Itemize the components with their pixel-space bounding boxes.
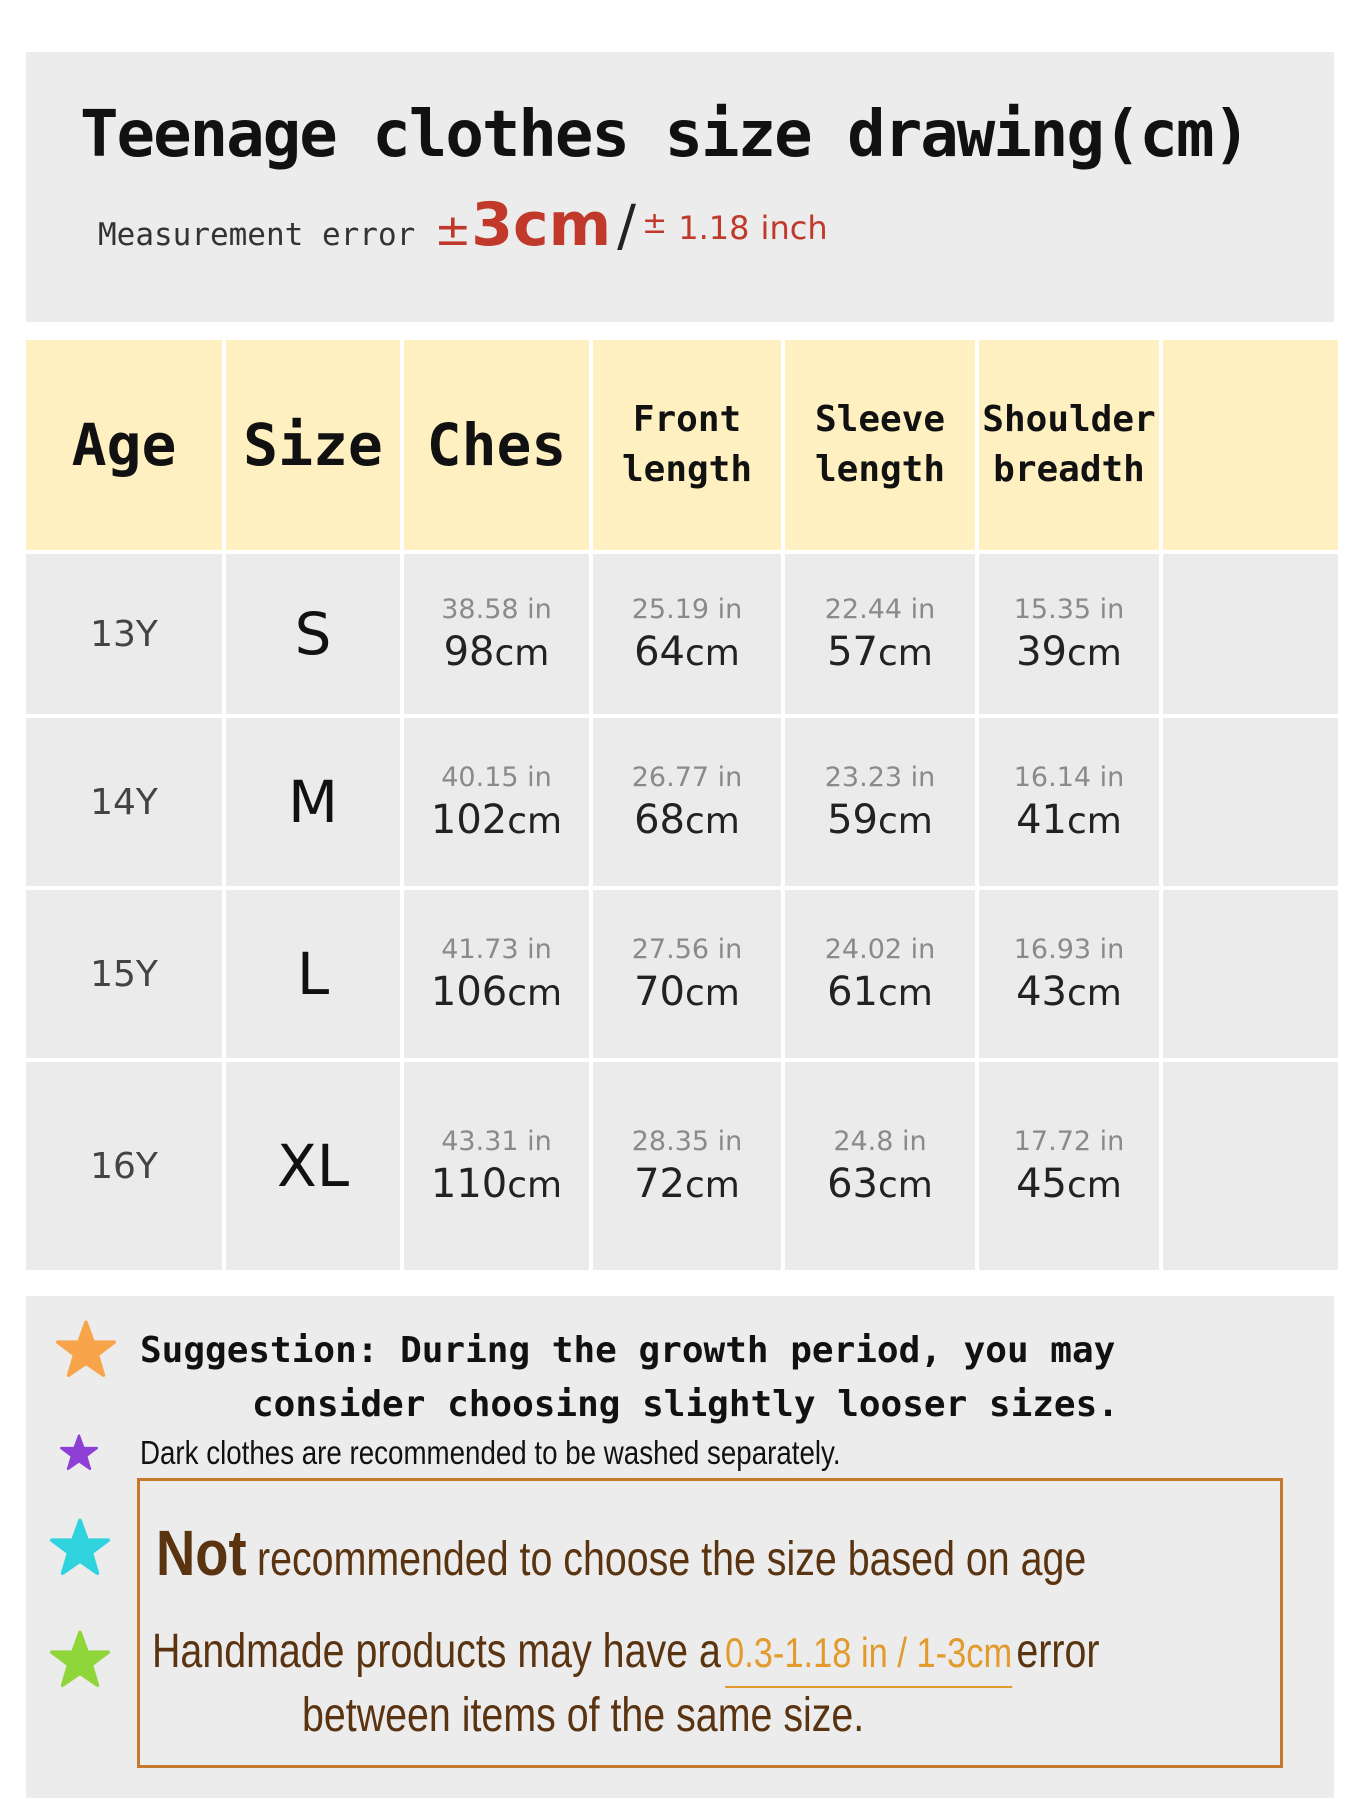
cell-age: 16Y xyxy=(26,1062,222,1270)
cm-number: 110 xyxy=(430,1160,508,1207)
col-header-front-line1: Front xyxy=(632,398,742,440)
measurement-error-line xyxy=(98,190,828,260)
cm-number: 45 xyxy=(1016,1160,1068,1207)
col-header-sleeve-length xyxy=(785,340,975,550)
star-icon xyxy=(60,1434,98,1472)
cm-unit: cm xyxy=(1067,800,1122,842)
measurement-error-label: Measurement error xyxy=(98,217,416,253)
cell-inch-value: 28.35 in xyxy=(631,1125,743,1157)
star-icon xyxy=(50,1518,110,1578)
cell-inch-value: 40.15 in xyxy=(441,761,552,793)
cell-cm-value xyxy=(593,629,781,675)
cell-empty xyxy=(1163,718,1338,886)
cell-sleeve-length xyxy=(785,554,975,714)
cm-unit: cm xyxy=(507,972,563,1014)
cell-inch-value: 25.19 in xyxy=(631,593,743,625)
cell-size: M xyxy=(226,718,400,886)
cell-age: 13Y xyxy=(26,554,222,714)
cm-number: 102 xyxy=(430,796,508,843)
cell-chest xyxy=(404,718,589,886)
cell-cm-value xyxy=(785,629,975,675)
cell-front-length xyxy=(593,554,781,714)
cm-number: 57 xyxy=(827,628,879,675)
cell-front-length xyxy=(593,890,781,1058)
cell-cm-value xyxy=(785,797,975,843)
cm-unit: cm xyxy=(507,1164,563,1206)
cell-chest xyxy=(404,554,589,714)
cell-inch-value: 24.8 in xyxy=(833,1125,927,1157)
cell-shoulder-breadth xyxy=(979,554,1159,714)
cm-number: 72 xyxy=(634,1160,686,1207)
cm-unit: cm xyxy=(878,800,933,842)
cell-front-length xyxy=(593,1062,781,1270)
cell-cm-value xyxy=(593,797,781,843)
not-rest: recommended to choose the size based on age xyxy=(256,1533,1086,1586)
cell-chest xyxy=(404,890,589,1058)
cell-cm-value xyxy=(979,629,1159,675)
cell-sleeve-length xyxy=(785,718,975,886)
handmade-prefix: Handmade products may have a xyxy=(152,1625,721,1678)
col-header-front-line2: length xyxy=(621,449,753,490)
cell-inch-value: 24.02 in xyxy=(824,933,936,965)
cell-sleeve-length xyxy=(785,1062,975,1270)
cell-shoulder-breadth xyxy=(979,718,1159,886)
cell-cm-value xyxy=(979,797,1159,843)
suggestion-line1: Suggestion: During the growth period, you may xyxy=(140,1330,1116,1371)
suggestion-line2: consider choosing slightly looser sizes. xyxy=(252,1384,1119,1425)
cell-age: 14Y xyxy=(26,718,222,886)
col-header-size: Size xyxy=(226,340,400,550)
table-row xyxy=(26,1062,1338,1270)
handmade-suffix: error xyxy=(1016,1625,1100,1678)
cm-unit: cm xyxy=(1067,1164,1122,1206)
plus-minus-small: ± xyxy=(641,206,668,241)
col-header-chest: Ches xyxy=(404,340,589,550)
not-word: Not xyxy=(156,1517,247,1589)
cell-shoulder-breadth xyxy=(979,890,1159,1058)
cell-age: 15Y xyxy=(26,890,222,1058)
cell-cm-value xyxy=(404,629,589,675)
plus-minus-symbol: ± xyxy=(434,205,472,256)
cell-inch-value: 16.93 in xyxy=(1013,933,1125,965)
cm-number: 98 xyxy=(443,628,495,675)
col-header-empty xyxy=(1163,340,1338,550)
cm-number: 64 xyxy=(634,628,686,675)
cell-size: S xyxy=(226,554,400,714)
cm-unit: cm xyxy=(685,1164,740,1206)
size-table xyxy=(22,336,1342,1274)
cell-empty xyxy=(1163,554,1338,714)
cell-cm-value xyxy=(593,969,781,1015)
cell-shoulder-breadth xyxy=(979,1062,1159,1270)
table-row xyxy=(26,554,1338,714)
cm-unit: cm xyxy=(507,800,563,842)
cm-unit: cm xyxy=(878,632,933,674)
cell-cm-value xyxy=(404,797,589,843)
cm-number: 39 xyxy=(1016,628,1068,675)
col-header-age: Age xyxy=(26,340,222,550)
cm-unit: cm xyxy=(1067,632,1122,674)
cell-cm-value xyxy=(979,969,1159,1015)
cm-unit: cm xyxy=(685,972,740,1014)
cm-unit: cm xyxy=(685,632,740,674)
cell-size: L xyxy=(226,890,400,1058)
cell-inch-value: 22.44 in xyxy=(824,593,936,625)
cell-inch-value: 27.56 in xyxy=(631,933,743,965)
cm-unit: cm xyxy=(878,972,933,1014)
cell-inch-value: 26.77 in xyxy=(631,761,743,793)
cell-cm-value xyxy=(785,969,975,1015)
cell-cm-value xyxy=(593,1161,781,1207)
dark-clothes-note: Dark clothes are recommended to be washed separately. xyxy=(140,1434,841,1471)
cm-unit: cm xyxy=(685,800,740,842)
cell-size: XL xyxy=(226,1062,400,1270)
error-inch-value: 1.18 xyxy=(678,209,750,247)
col-header-sleeve-line1: Sleeve xyxy=(814,398,946,440)
cell-cm-value xyxy=(404,969,589,1015)
cm-number: 68 xyxy=(634,796,686,843)
col-header-shoulder-line1: Shoulder xyxy=(982,398,1156,440)
col-header-shoulder-line2: breadth xyxy=(993,449,1145,490)
cell-inch-value: 38.58 in xyxy=(441,593,552,625)
table-header-row xyxy=(26,340,1338,550)
cell-front-length xyxy=(593,718,781,886)
cm-unit: cm xyxy=(878,1164,933,1206)
cell-empty xyxy=(1163,890,1338,1058)
cell-inch-value: 41.73 in xyxy=(441,933,552,965)
cell-inch-value: 17.72 in xyxy=(1013,1125,1125,1157)
cell-inch-value: 15.35 in xyxy=(1013,593,1125,625)
cell-cm-value xyxy=(404,1161,589,1207)
cm-unit: cm xyxy=(494,632,550,674)
star-icon xyxy=(50,1630,110,1690)
cm-number: 41 xyxy=(1016,796,1068,843)
handmade-range: 0.3-1.18 in / 1-3cm xyxy=(725,1629,1012,1688)
cell-inch-value: 43.31 in xyxy=(441,1125,552,1157)
cell-inch-value: 23.23 in xyxy=(824,761,936,793)
not-recommended-note xyxy=(156,1516,1268,1590)
cm-number: 63 xyxy=(827,1160,879,1207)
handmade-note xyxy=(152,1624,1099,1679)
col-header-front-length xyxy=(593,340,781,550)
handmade-line2: between items of the same size. xyxy=(302,1689,865,1742)
cm-unit: cm xyxy=(1067,972,1122,1014)
cm-number: 61 xyxy=(827,968,879,1015)
cell-chest xyxy=(404,1062,589,1270)
table-row xyxy=(26,890,1338,1058)
table-row xyxy=(26,718,1338,886)
cm-number: 106 xyxy=(430,968,508,1015)
cell-empty xyxy=(1163,1062,1338,1270)
cell-cm-value xyxy=(979,1161,1159,1207)
error-cm-value: 3cm xyxy=(471,190,612,260)
col-header-sleeve-line2: length xyxy=(814,449,946,490)
cm-number: 43 xyxy=(1016,968,1068,1015)
col-header-shoulder-breadth xyxy=(979,340,1159,550)
cm-number: 59 xyxy=(827,796,879,843)
cm-number: 70 xyxy=(634,968,686,1015)
page-title: Teenage clothes size drawing(cm) xyxy=(80,98,1249,172)
star-icon xyxy=(56,1320,116,1380)
cell-sleeve-length xyxy=(785,890,975,1058)
cell-cm-value xyxy=(785,1161,975,1207)
title-panel xyxy=(26,52,1334,322)
slash-separator: / xyxy=(617,194,636,259)
cell-inch-value: 16.14 in xyxy=(1013,761,1125,793)
error-inch-unit: inch xyxy=(760,209,828,247)
